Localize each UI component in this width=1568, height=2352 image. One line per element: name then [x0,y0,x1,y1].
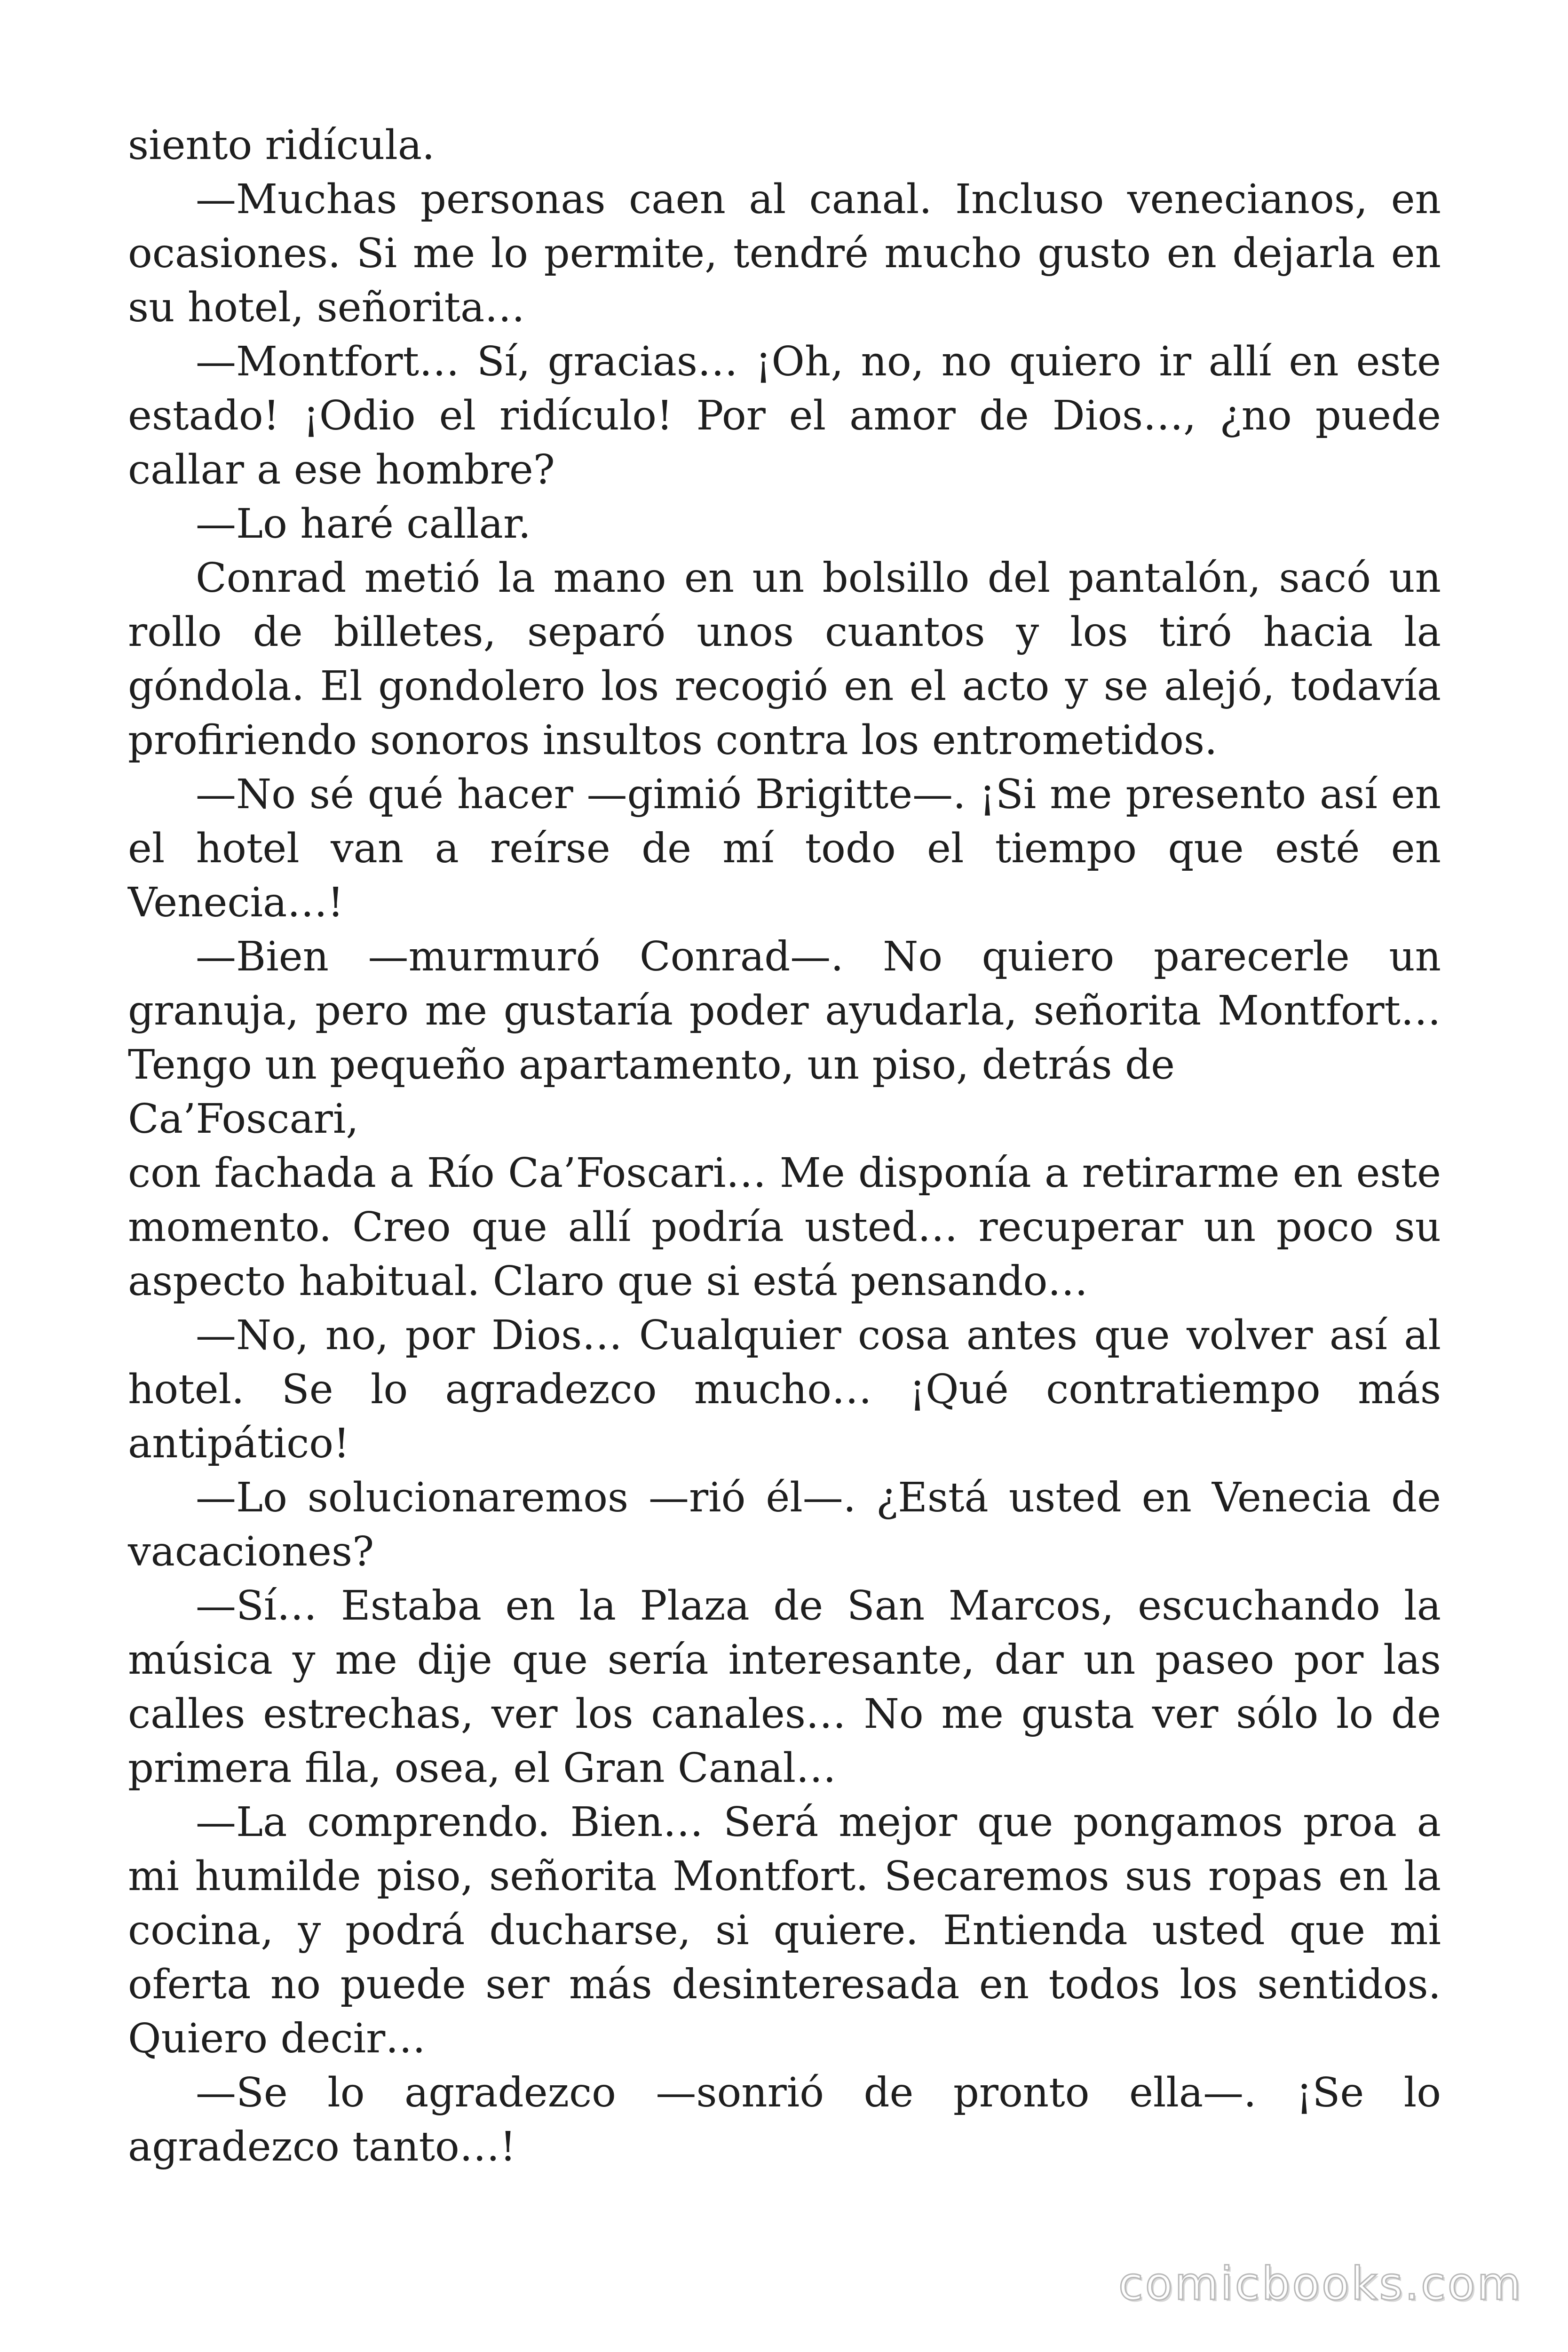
paragraph-dialogue: —Lo haré callar. [196,501,531,548]
paragraph-dialogue: —No, no, por Dios… Cualquier cosa antes que volver así al hotel. Se lo agradezco mucho… ¡Qué contratiempo más antipático! [128,1312,1441,1467]
paragraph-dialogue: —Muchas personas caen al canal. Incluso venecianos, en ocasiones. Si me lo permite, tendré mucho gusto en dejarla en su hotel, señorita… [128,176,1441,331]
body-text [128,119,1441,2174]
paragraph-dialogue: —Montfort… Sí, gracias… ¡Oh, no, no quiero ir allí en este estado! ¡Odio el ridículo! Por el amor de Dios…, ¿no puede callar a ese hombre? [128,338,1441,493]
paragraph-dialogue: —Bien —murmuró Conrad—. No quiero parecerle un granuja, pero me gustaría poder ayudarla, señorita Montfort… Tengo un pequeño apartamento, un piso, detrás de [128,933,1441,1089]
paragraph-dialogue: —Sí… Estaba en la Plaza de San Marcos, escuchando la música y me dije que sería interesante, dar un paseo por las calles estrechas, ver los canales… No me gusta ver sólo lo de primera fila, osea, el Gran Canal… [128,1582,1441,1792]
site-watermark: comicbooks.com [1118,2257,1523,2310]
paragraph-fragment: con fachada a Río Ca’Foscari… Me disponía a retirarme en este momento. Creo que allí podría usted… recuperar un poco su aspecto habitual. Claro que si está pensando… [128,1150,1441,1305]
paragraph-continuation: siento ridícula. [128,122,435,169]
paragraph-dialogue: —No sé qué hacer —gimió Brigitte—. ¡Si me presento así en el hotel van a reírse de mí todo el tiempo que esté en Venecia…! [128,771,1441,926]
paragraph-dialogue: —Se lo agradezco —sonrió de pronto ella—. ¡Se lo agradezco tanto…! [128,2069,1441,2170]
paragraph-narration: Conrad metió la mano en un bolsillo del pantalón, sacó un rollo de billetes, separó unos cuantos y los tiró hacia la góndola. El gondolero los recogió en el acto y se alejó, todavía profiriendo sonoros insultos contra los entrometidos. [128,555,1441,764]
paragraph-dialogue: —Lo solucionaremos —rió él—. ¿Está usted en Venecia de vacaciones? [128,1474,1441,1575]
paragraph-fragment: Ca’Foscari, [128,1096,359,1143]
paragraph-dialogue: —La comprendo. Bien… Será mejor que pongamos proa a mi humilde piso, señorita Montfort. Secaremos sus ropas en la cocina, y podrá ducharse, si quiere. Entienda usted que mi oferta no puede ser más desinteresada en todos los sentidos. Quiero decir… [128,1799,1441,2062]
